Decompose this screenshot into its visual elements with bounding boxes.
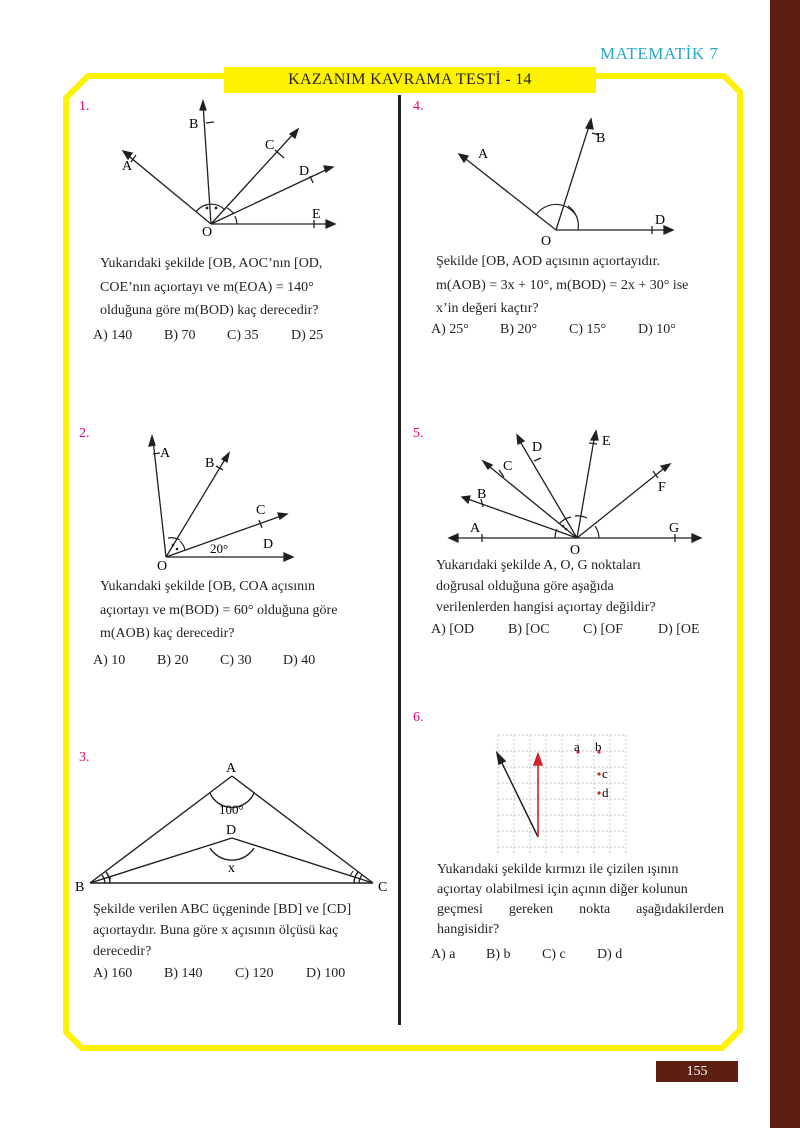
page-title: KAZANIM KAVRAMA TESTİ - 14: [224, 67, 596, 93]
label-A: A: [160, 446, 171, 461]
label-B: B: [189, 117, 199, 132]
text-line: Yukarıdaki şekilde [OB, AOC’nın [OD,: [100, 256, 323, 271]
option-c[interactable]: C) 120: [235, 966, 274, 981]
options: [431, 322, 676, 338]
option-d[interactable]: D) d: [597, 947, 623, 962]
figure-q6: [490, 727, 630, 857]
label-D: D: [226, 823, 237, 838]
option-d[interactable]: D) 10°: [638, 322, 676, 337]
page-number: 155: [656, 1061, 738, 1082]
label-C: C: [256, 503, 266, 518]
label-A: A: [470, 521, 481, 536]
options: [431, 947, 622, 963]
options: [93, 328, 323, 344]
label-D: D: [655, 213, 666, 228]
label-B: B: [205, 456, 215, 471]
subject-label: MATEMATİK 7: [600, 44, 719, 63]
label-C: C: [503, 459, 513, 474]
option-b[interactable]: B) [OC: [508, 622, 550, 637]
option-c[interactable]: C) 35: [227, 328, 259, 343]
text-line: olduğuna göre m(BOD) kaç derecedir?: [100, 303, 319, 318]
question-text: [100, 252, 370, 323]
label-C: C: [378, 880, 388, 895]
label-D: D: [299, 164, 310, 179]
text-line: açıortayı ve m(BOD) = 60° olduğuna göre: [100, 602, 338, 618]
figure-q2: [140, 430, 320, 570]
option-a[interactable]: A) 140: [93, 328, 133, 343]
label-c: c: [602, 766, 608, 781]
text-line: verilenlerden hangisi açıortay değildir?: [436, 600, 656, 615]
text-line: Yukarıdaki şekilde kırmızı ile çizilen ışının: [437, 862, 679, 877]
figure-q3: [70, 755, 400, 900]
text-line: derecedir?: [93, 944, 152, 959]
option-a[interactable]: A) 160: [93, 966, 133, 981]
text-line: açıortay olabilmesi için açının diğer kolunun: [437, 882, 688, 897]
text-line: x’in değeri kaçtır?: [436, 301, 539, 316]
option-d[interactable]: D) 40: [283, 653, 316, 668]
question-number: 5.: [413, 426, 424, 441]
figure-q1: [110, 98, 350, 243]
question-text: [93, 899, 385, 962]
option-b[interactable]: B) 20°: [500, 322, 538, 337]
option-a[interactable]: A) 10: [93, 653, 126, 668]
text-line: Yukarıdaki şekilde A, O, G noktaları: [436, 558, 641, 573]
text-line: m(AOB) = 3x + 10°, m(BOD) = 2x + 30° ise: [436, 277, 689, 293]
label-A: A: [478, 147, 489, 162]
option-c[interactable]: C) [OF: [583, 622, 624, 637]
option-b[interactable]: B) 20: [157, 653, 189, 668]
label-d: d: [602, 785, 609, 800]
question-text: [436, 555, 726, 618]
question-text: [436, 250, 726, 321]
figure-q5: [435, 428, 710, 558]
label-A: A: [226, 761, 237, 776]
option-b[interactable]: B) 140: [164, 966, 203, 981]
option-d[interactable]: D) [OE: [658, 622, 700, 637]
question-number: 4.: [413, 99, 424, 114]
angle-label: 20°: [210, 541, 229, 556]
option-b[interactable]: B) b: [486, 947, 511, 962]
text-line: geçmesi gereken nokta aşağıdakilerden: [437, 902, 724, 917]
label-b: b: [595, 739, 602, 754]
label-O: O: [541, 234, 552, 249]
label-B: B: [596, 131, 606, 146]
question-text: [437, 860, 724, 940]
question-number: 3.: [79, 750, 90, 765]
label-B: B: [477, 487, 487, 502]
figure-q4: [450, 105, 690, 250]
angle-x-label: x: [228, 861, 235, 876]
label-B: B: [75, 880, 85, 895]
option-a[interactable]: A) 25°: [431, 322, 469, 337]
text-line: Şekilde [OB, AOD açısının açıortayıdır.: [436, 254, 660, 269]
options: [93, 653, 315, 669]
text-line: hangisidir?: [437, 922, 500, 937]
text-line: Şekilde verilen ABC üçgeninde [BD] ve [CD]: [93, 902, 352, 917]
label-E: E: [312, 207, 321, 222]
text-line: doğrusal olduğuna göre aşağıda: [436, 579, 614, 594]
label-O: O: [202, 225, 213, 240]
label-F: F: [658, 480, 666, 495]
label-D: D: [532, 440, 543, 455]
option-c[interactable]: C) 30: [220, 653, 252, 668]
label-E: E: [602, 434, 611, 449]
question-number: 2.: [79, 426, 90, 441]
option-d[interactable]: D) 25: [291, 328, 324, 343]
question-text: [100, 575, 375, 646]
option-c[interactable]: C) c: [542, 947, 566, 962]
option-d[interactable]: D) 100: [306, 966, 346, 981]
label-G: G: [669, 521, 680, 536]
text-line: Yukarıdaki şekilde [OB, COA açısının: [100, 579, 316, 594]
option-a[interactable]: A) [OD: [431, 622, 475, 637]
label-O: O: [570, 543, 581, 558]
option-b[interactable]: B) 70: [164, 328, 196, 343]
label-A: A: [122, 159, 133, 174]
angle-label: 100°: [219, 802, 244, 817]
options: [431, 622, 700, 638]
option-a[interactable]: A) a: [431, 947, 456, 962]
option-c[interactable]: C) 15°: [569, 322, 607, 337]
question-number: 1.: [79, 99, 90, 114]
label-C: C: [265, 138, 275, 153]
text-line: m(AOB) kaç derecedir?: [100, 626, 235, 641]
question-number: 6.: [413, 710, 424, 725]
text-line: açıortaydır. Buna göre x açısının ölçüsü kaç: [93, 923, 339, 938]
label-O: O: [157, 559, 168, 570]
text-line: COE’nın açıortayı ve m(EOA) = 140°: [100, 279, 314, 295]
label-a: a: [574, 739, 580, 754]
label-D: D: [263, 537, 274, 552]
options: [93, 966, 345, 982]
